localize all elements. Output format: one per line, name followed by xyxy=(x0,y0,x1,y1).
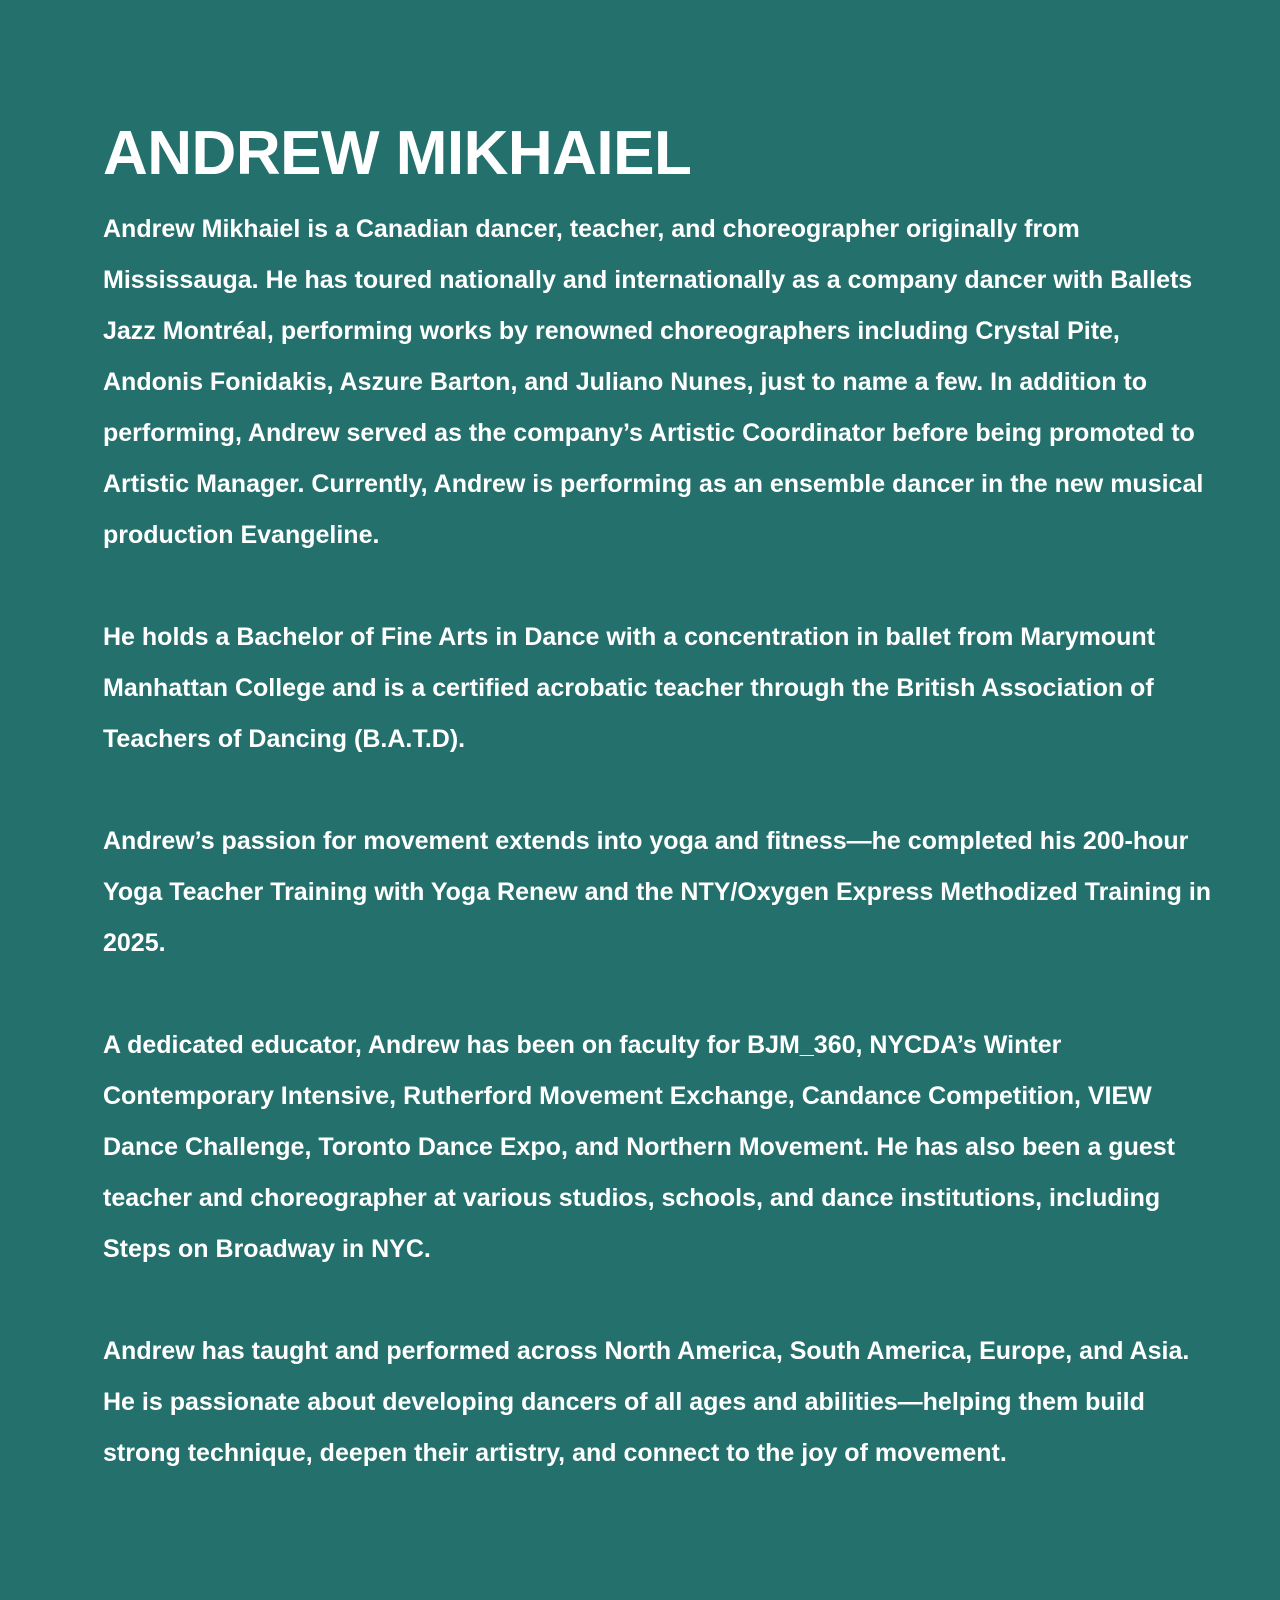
bio-paragraph-education: He holds a Bachelor of Fine Arts in Dance with a concentration in ballet from Marymount Manhattan College and is a certified acrobatic teacher through the British Association of Teachers of Dancing (B.A.T.D). xyxy=(103,623,1156,753)
bio-paragraph-intro: Andrew Mikhaiel is a Canadian dancer, teacher, and choreographer originally from Mississauga. He has toured nationally and internationally as a company dancer with Ballets Jazz Montréal, performing works by renowned choreographers including Crystal Pite, Andonis Fonidakis, Aszure Barton, and Juliano Nunes, just to name a few. In addition to performing, Andrew served as the company’s Artistic Coordinator before being promoted to Artistic Manager. Currently, Andrew is performing as an ensemble dancer in the new musical production Evangeline. xyxy=(103,215,1204,549)
bio-paragraph-teaching: A dedicated educator, Andrew has been on faculty for BJM_360, NYCDA’s Winter Contemporary Intensive, Rutherford Movement Exchange, Candance Competition, VIEW Dance Challenge, Toronto Dance Expo, and Northern Movement. He has also been a guest teacher and choreographer at various studios, schools, and dance institutions, including Steps on Broadway in NYC. xyxy=(103,1031,1175,1263)
bio-paragraph-yoga: Andrew’s passion for movement extends into yoga and fitness—he completed his 200-hour Yoga Teacher Training with Yoga Renew and the NTY/Oxygen Express Methodized Training in 2025. xyxy=(103,827,1212,957)
bio-body xyxy=(103,204,1223,1479)
page-title: ANDREW MIKHAIEL xyxy=(103,119,692,188)
bio-paragraph-performing: Andrew has taught and performed across North America, South America, Europe, and Asia. He is passionate about developing dancers of all ages and abilities—helping them build strong technique, deepen their artistry, and connect to the joy of movement. xyxy=(103,1337,1190,1467)
